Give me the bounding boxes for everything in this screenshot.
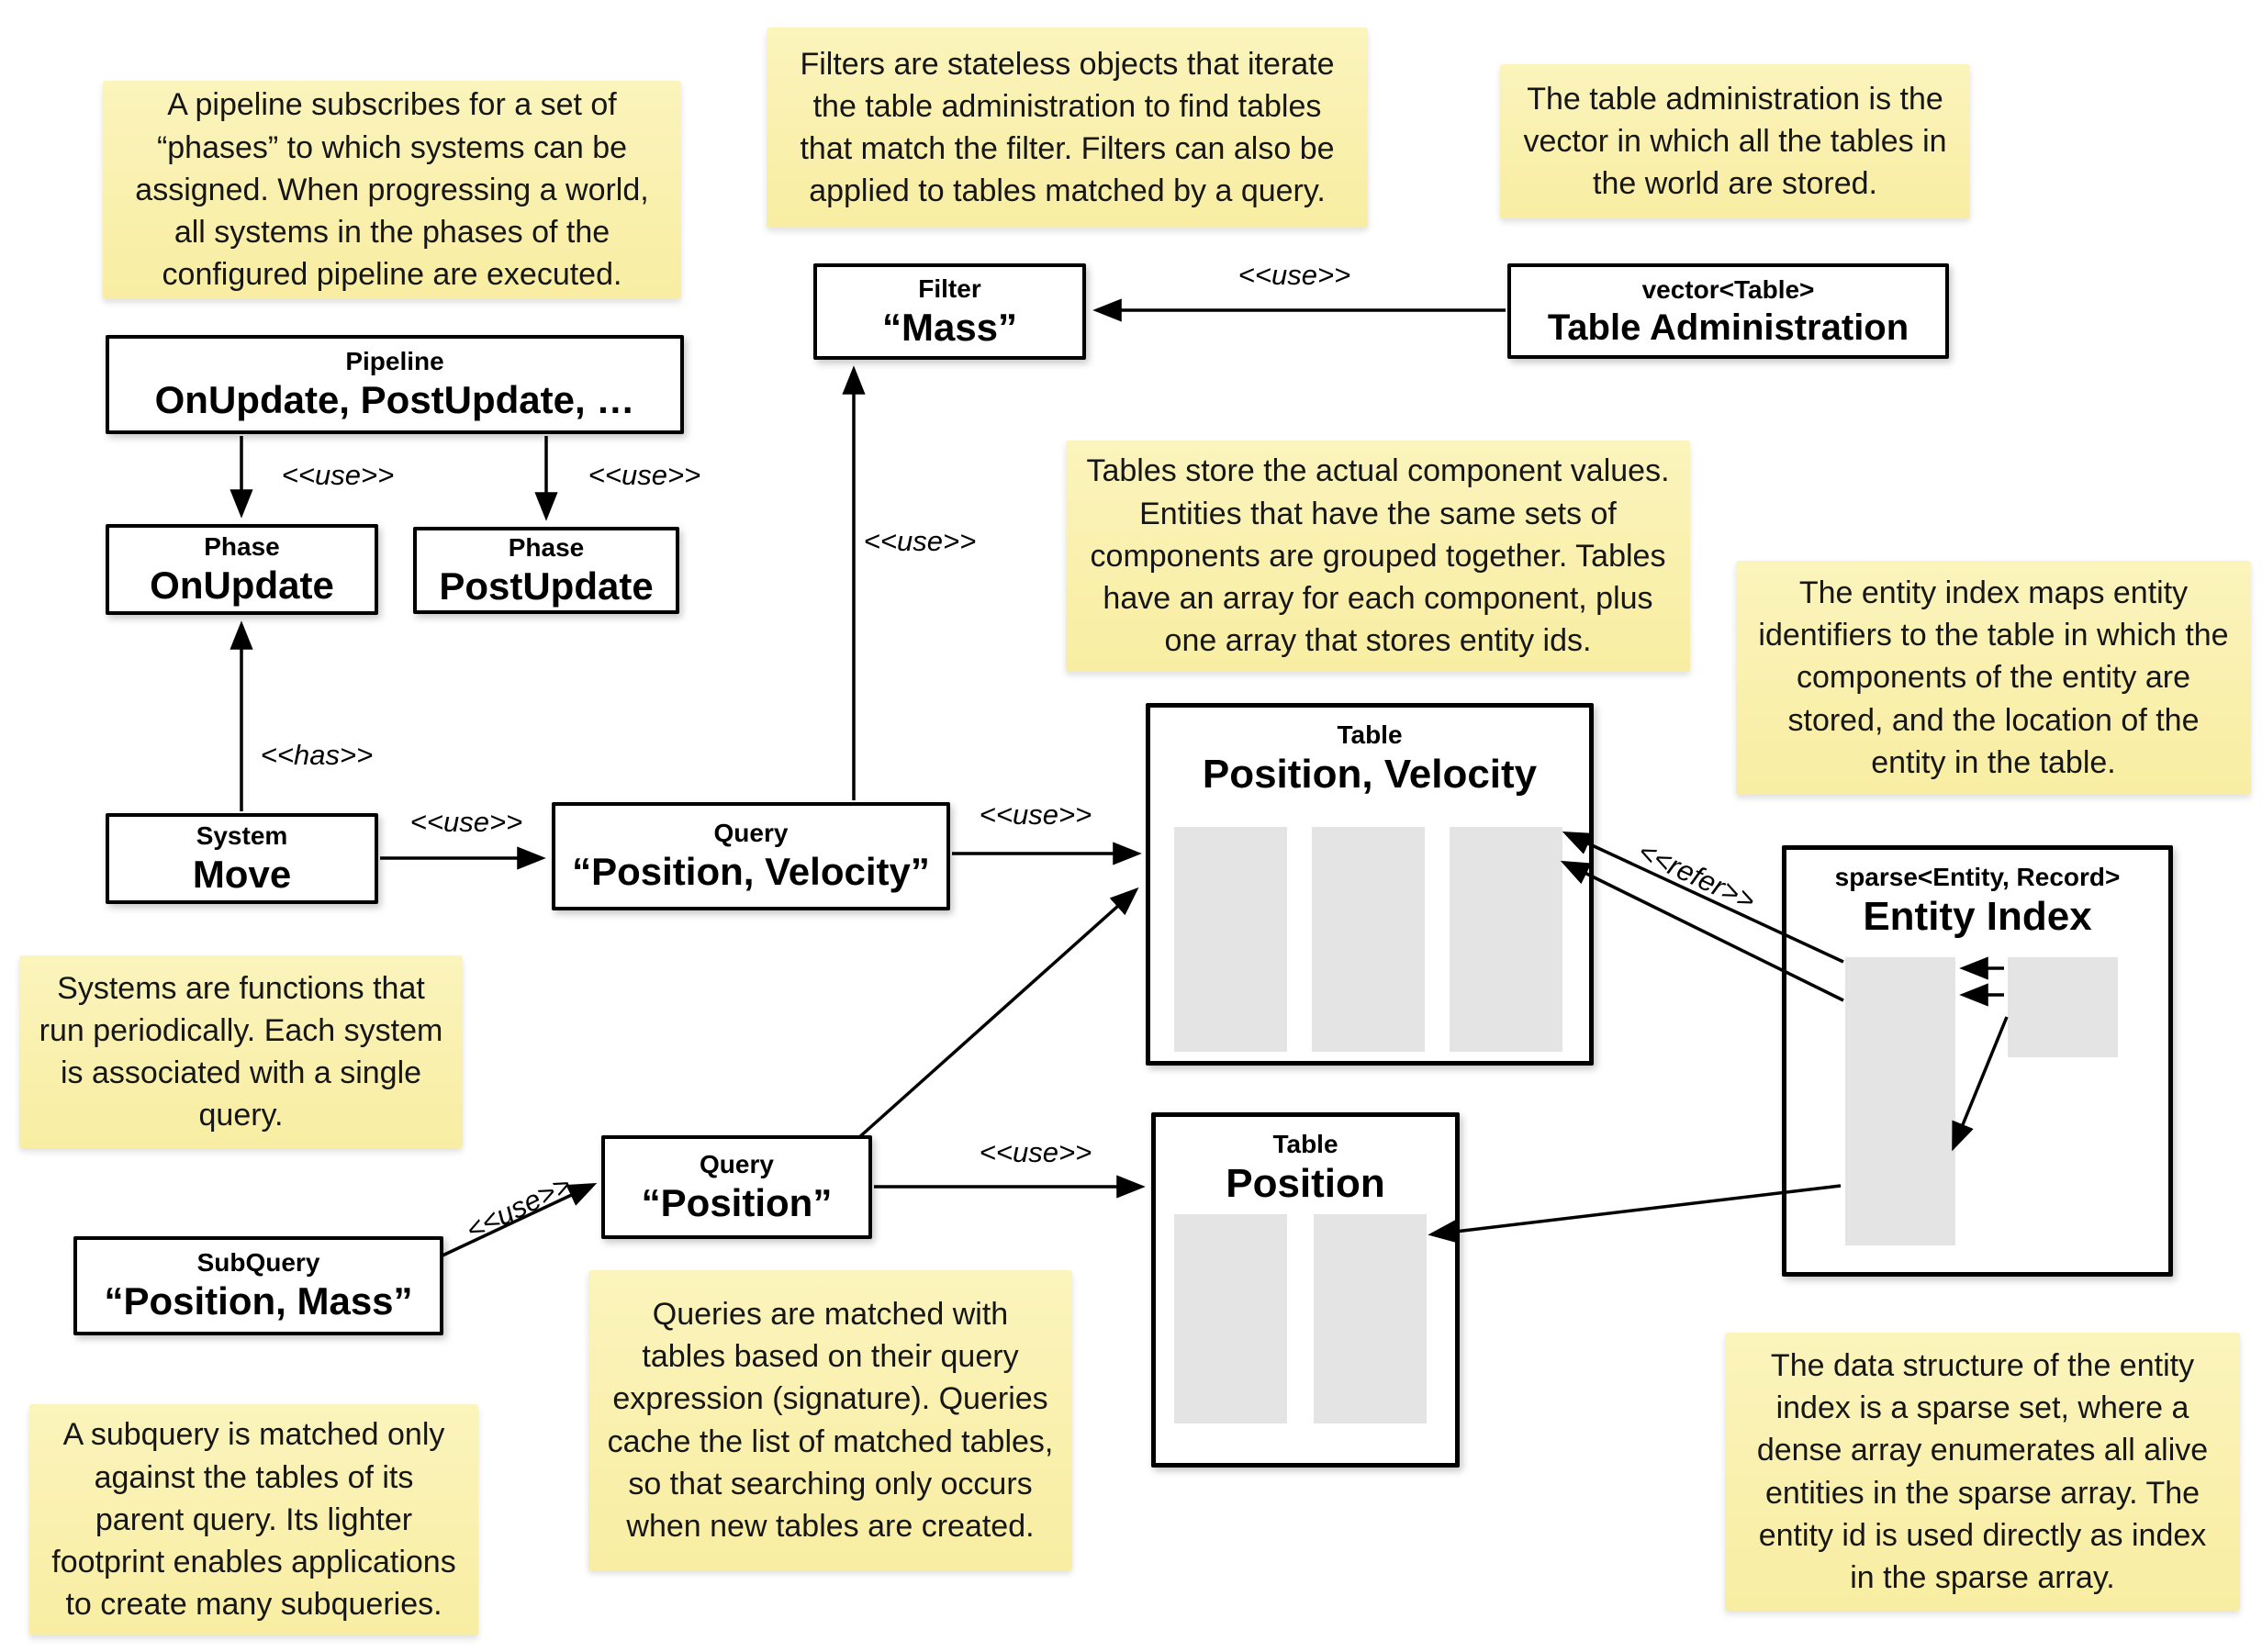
node-pipeline-stereotype: Pipeline xyxy=(345,347,444,376)
node-entity-index-stereotype: sparse<Entity, Record> xyxy=(1834,863,2121,891)
note-tables: Tables store the actual component values. Entities that have the same sets of components are grouped together. Tables have an array for each component, plus one array that stores entity ids. xyxy=(1066,441,1690,672)
node-system-move-name: Move xyxy=(192,852,292,896)
edge-label-use-system-query: <<use>> xyxy=(409,806,523,838)
node-table-position-velocity-stereotype: Table xyxy=(1337,720,1403,749)
node-pipeline-name: OnUpdate, PostUpdate, … xyxy=(154,378,635,422)
note-queries: Queries are matched with tables based on their query expression (signature). Queries cache the list of matched tables, so that searching only occurs when new tables are created. xyxy=(588,1270,1072,1570)
edge-label-use-query-table-pv: <<use>> xyxy=(979,798,1092,831)
node-table-position-velocity xyxy=(1146,703,1594,1066)
component-array-2 xyxy=(1314,1214,1427,1423)
node-phase-onupdate xyxy=(106,524,378,615)
note-table-admin: The table administration is the vector in which all the tables in the world are stored. xyxy=(1500,64,1970,218)
node-query-position-velocity-name: “Position, Velocity” xyxy=(572,850,930,894)
node-subquery-position-mass xyxy=(73,1236,443,1335)
note-filters: Filters are stateless objects that iterate the table administration to find tables that match the filter. Filters can also be applied to tables matched by a query. xyxy=(767,28,1368,228)
node-phase-postupdate-stereotype: Phase xyxy=(508,532,585,562)
edge-query-p-to-table-pv xyxy=(858,890,1136,1138)
edge-entity-index-to-table-p xyxy=(1432,1186,1841,1234)
sparse-array xyxy=(1845,957,1955,1245)
node-filter-mass xyxy=(813,263,1086,360)
node-table-position xyxy=(1151,1112,1460,1468)
edge-label-use-admin-filter: <<use>> xyxy=(1237,259,1351,291)
node-subquery-position-mass-stereotype: SubQuery xyxy=(196,1248,320,1278)
note-subquery: A subquery is matched only against the tables of its parent query. Its lighter footprint enables applications to create many subqueries. xyxy=(29,1404,478,1635)
node-entity-index-name: Entity Index xyxy=(1863,894,2092,939)
node-table-position-velocity-name: Position, Velocity xyxy=(1202,752,1538,797)
component-array-2 xyxy=(1312,827,1425,1052)
component-array-1 xyxy=(1174,1214,1287,1423)
node-system-move xyxy=(106,813,378,904)
dense-array xyxy=(2008,957,2118,1057)
node-phase-postupdate xyxy=(413,527,679,614)
edge-label-refer-entity-table: <<refer>> xyxy=(1633,834,1761,918)
node-entity-index xyxy=(1782,845,2173,1277)
node-table-position-name: Position xyxy=(1226,1161,1385,1206)
node-system-move-stereotype: System xyxy=(196,820,288,850)
edge-label-use-pipeline-onupdate: <<use>> xyxy=(281,459,395,491)
node-pipeline xyxy=(106,335,684,434)
node-query-position xyxy=(601,1135,872,1239)
component-array-3 xyxy=(1450,827,1562,1052)
node-query-position-velocity-stereotype: Query xyxy=(713,819,789,848)
edge-label-use-subquery-query: <<use>> xyxy=(461,1167,577,1247)
edge-label-use-query-filter: <<use>> xyxy=(863,525,977,557)
note-entity-index: The entity index maps entity identifiers to the table in which the components of the entity are stored, and the location of the entity in the table. xyxy=(1736,561,2251,795)
note-pipeline: A pipeline subscribes for a set of “phases” to which systems can be assigned. When progressing a world, all systems in the phases of the configured pipeline are executed. xyxy=(103,81,681,299)
node-phase-postupdate-name: PostUpdate xyxy=(439,564,654,608)
node-table-position-stereotype: Table xyxy=(1272,1130,1338,1158)
node-query-position-velocity xyxy=(552,802,950,910)
node-filter-mass-stereotype: Filter xyxy=(918,273,981,303)
node-filter-mass-name: “Mass” xyxy=(881,305,1018,349)
node-query-position-name: “Position” xyxy=(641,1180,833,1224)
node-table-administration-name: Table Administration xyxy=(1547,307,1909,348)
note-sparse-set: The data structure of the entity index is a sparse set, where a dense array enumerates all alive entities in the sparse array. The entity id is used directly as index in the sparse array. xyxy=(1725,1333,2240,1611)
node-table-administration xyxy=(1507,263,1949,359)
edge-label-use-query-table-p: <<use>> xyxy=(979,1136,1092,1168)
node-phase-onupdate-name: OnUpdate xyxy=(150,563,334,607)
note-systems: Systems are functions that run periodically. Each system is associated with a single query. xyxy=(19,955,463,1148)
edge-label-has-system-phase: <<has>> xyxy=(260,739,374,771)
node-subquery-position-mass-name: “Position, Mass” xyxy=(104,1279,413,1323)
edge-label-use-pipeline-postupdate: <<use>> xyxy=(588,459,701,491)
node-phase-onupdate-stereotype: Phase xyxy=(204,531,280,561)
node-table-administration-stereotype: vector<Table> xyxy=(1641,274,1815,304)
node-query-position-stereotype: Query xyxy=(700,1149,774,1178)
component-array-1 xyxy=(1174,827,1287,1052)
